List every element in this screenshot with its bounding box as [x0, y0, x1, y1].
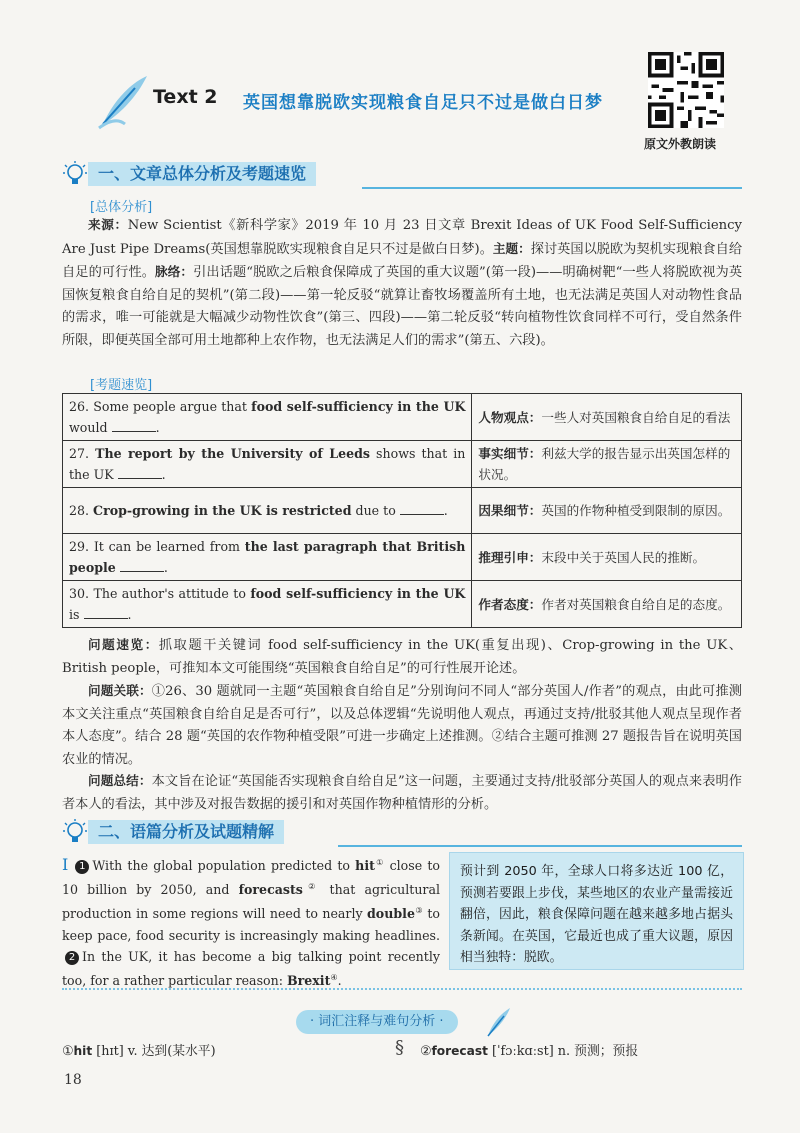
- question-cell: 28. Crop-growing in the UK is restricted due to .: [63, 488, 472, 534]
- summary-label: 问题总结：: [88, 773, 152, 788]
- answer-cell: 因果细节：英国的作物种植受到限制的原因。: [472, 488, 742, 534]
- table-row: [63, 488, 742, 534]
- question-overview-table: [62, 393, 742, 628]
- summary-text: 本文旨在论证“英国能否实现粮食自给自足”这一问题，主要通过支持/批驳部分英国人的观点来表明作者本人的看法，其中涉及对报告数据的援引和对英国作物种植情形的分析。: [62, 774, 742, 812]
- question-link-paragraph: [62, 680, 742, 771]
- qr-code-icon[interactable]: [648, 52, 724, 128]
- dotted-divider: [62, 988, 742, 990]
- translation-box: 预计到 2050 年，全球人口将多达近 100 亿，预测若要跟上步伐，某些地区的农业产量需接近翻倍，因此，粮食保障问题在越来越多地占据头条新闻。在英国，它最近也成了重大议题，原因相当独特：脱欧。: [449, 852, 744, 970]
- qr-code-label: 原文外教朗读: [644, 137, 717, 151]
- link-label: 问题关联：: [88, 683, 152, 698]
- quill-pen-icon: [484, 1006, 512, 1038]
- page-number: 18: [64, 1072, 82, 1088]
- text-number-label: Text 2: [153, 86, 218, 108]
- vein-label: 脉络：: [155, 264, 194, 279]
- question-cell: 26. Some people argue that food self-sufficiency in the UK would .: [63, 394, 472, 441]
- section-divider: [338, 845, 742, 847]
- sentence-2-marker: 2: [65, 951, 79, 965]
- lightbulb-icon: [62, 818, 90, 848]
- section-2-title: 二、语篇分析及试题精解: [88, 820, 284, 844]
- paragraph-marker: I: [62, 855, 69, 875]
- question-cell: 30. The author's attitude to food self-sufficiency in the UK is .: [63, 581, 472, 628]
- quill-pen-icon: [95, 72, 151, 130]
- vocab-heading-label: · 词汇注释与难句分析 ·: [296, 1010, 458, 1034]
- vocab-heading: [296, 1006, 514, 1034]
- binding-spiral-icon: §: [395, 1037, 404, 1058]
- question-summary-paragraph: [62, 770, 742, 816]
- source-label: 来源：: [88, 217, 128, 232]
- vocab-entry-hit: ①hit [hɪt] v. 达到(某水平): [62, 1044, 216, 1059]
- vocab-entry-forecast: ②forecast [ˈfɔːkɑːst] n. 预测；预报: [420, 1044, 639, 1059]
- answer-cell: 作者态度：作者对英国粮食自给自足的态度。: [472, 581, 742, 628]
- answer-cell: 人物观点：一些人对英国粮食自给自足的看法: [472, 394, 742, 441]
- article-title: 英国想靠脱欧实现粮食自足只不过是做白日梦: [243, 93, 603, 113]
- answer-cell: 事实细节：利兹大学的报告显示出英国怎样的状况。: [472, 441, 742, 488]
- question-cell: 27. The report by the University of Leeds shows that in the UK .: [63, 441, 472, 488]
- theme-text: 探讨英国以脱欧为契机实现粮食自给自足的可行性。: [62, 241, 743, 280]
- table-row: [63, 534, 742, 581]
- source-text: New Scientist《新科学家》2019 年 10 月 23 日文章 Brexit Ideas of UK Food Self-Sufficiency Are Just Pipe Dreams(英国想靠脱欧实现粮食自足只不过是做白日梦)。: [62, 218, 742, 257]
- vocab-word-forecasts: forecasts: [238, 882, 303, 898]
- vein-text: 引出话题“脱欧之后粮食保障成了英国的重大议题”(第一段)——明确树靶“一些人将脱欧视为英国恢复粮食自给自足的契机”(第二段)——第一轮反驳“就算让畜牧场覆盖所有土地，也无法满足英国人对动物性食品的需求，唯一可能就是大幅减少动物性饮食”(第三、四段)——第二轮反驳“转向植物性饮食同样不可行，受自然条件所限，即便英国全部可用土地都种上农作物，也无法满足人们的需求”(第五、六段)。: [62, 265, 743, 348]
- speed-label: 问题速览：: [88, 637, 159, 652]
- question-speed-paragraph: [62, 634, 742, 680]
- vocab-word-double: double: [367, 906, 415, 922]
- table-row: [63, 441, 742, 488]
- section-1-title: 一、文章总体分析及考题速览: [88, 162, 316, 186]
- speed-text: 抓取题干关键词 food self-sufficiency in the UK(重复出现)、Crop-growing in the UK、British people，可推知本文可能围绕“英国粮食自给自足”的可行性展开论述。: [62, 638, 742, 676]
- overall-analysis-tag: [ 总体分析 ]: [90, 196, 152, 215]
- lightbulb-icon: [62, 160, 90, 190]
- section-2-heading: [62, 818, 742, 850]
- answer-cell: 推理引申：末段中关于英国人民的推断。: [472, 534, 742, 581]
- overall-analysis-paragraph: [62, 214, 742, 352]
- table-row: [63, 394, 742, 441]
- section-1-heading: [62, 160, 742, 192]
- vocab-word-brexit: Brexit: [286, 972, 331, 988]
- quick-view-tag: [ 考题速览 ]: [90, 374, 152, 393]
- section-divider: [362, 187, 742, 189]
- question-cell: 29. It can be learned from the last paragraph that British people .: [63, 534, 472, 581]
- theme-label: 主题：: [492, 240, 531, 256]
- sentence-1-marker: 1: [75, 860, 89, 874]
- article-header: [95, 72, 635, 132]
- passage-paragraph-1: I 1 With the global population predicted to hit① close to 10 billion by 2050, and forecasts② that agricultural production in some regions will need to nearly double③ to keep pace, food security is increasingly making headlines. 2 In the UK, it has become a big talking point recently too, for a rather particular reason: Brexit④.: [62, 855, 440, 988]
- link-text: ①26、30 题就同一主题“英国粮食自给自足”分别询问不同人“部分英国人/作者”的观点，由此可推测本文关注重点“英国粮食自给自足是否可行”，以及总体逻辑“先说明他人观点，再通过支持/批驳其他人观点呈现作者本人态度”。结合 28 题“英国的农作物种植受限”可进一步确定上述推测。②结合主题可推测 27 题报告旨在说明英国农业的情况。: [62, 684, 742, 767]
- vocab-word-hit: hit: [355, 858, 375, 874]
- table-row: [63, 581, 742, 628]
